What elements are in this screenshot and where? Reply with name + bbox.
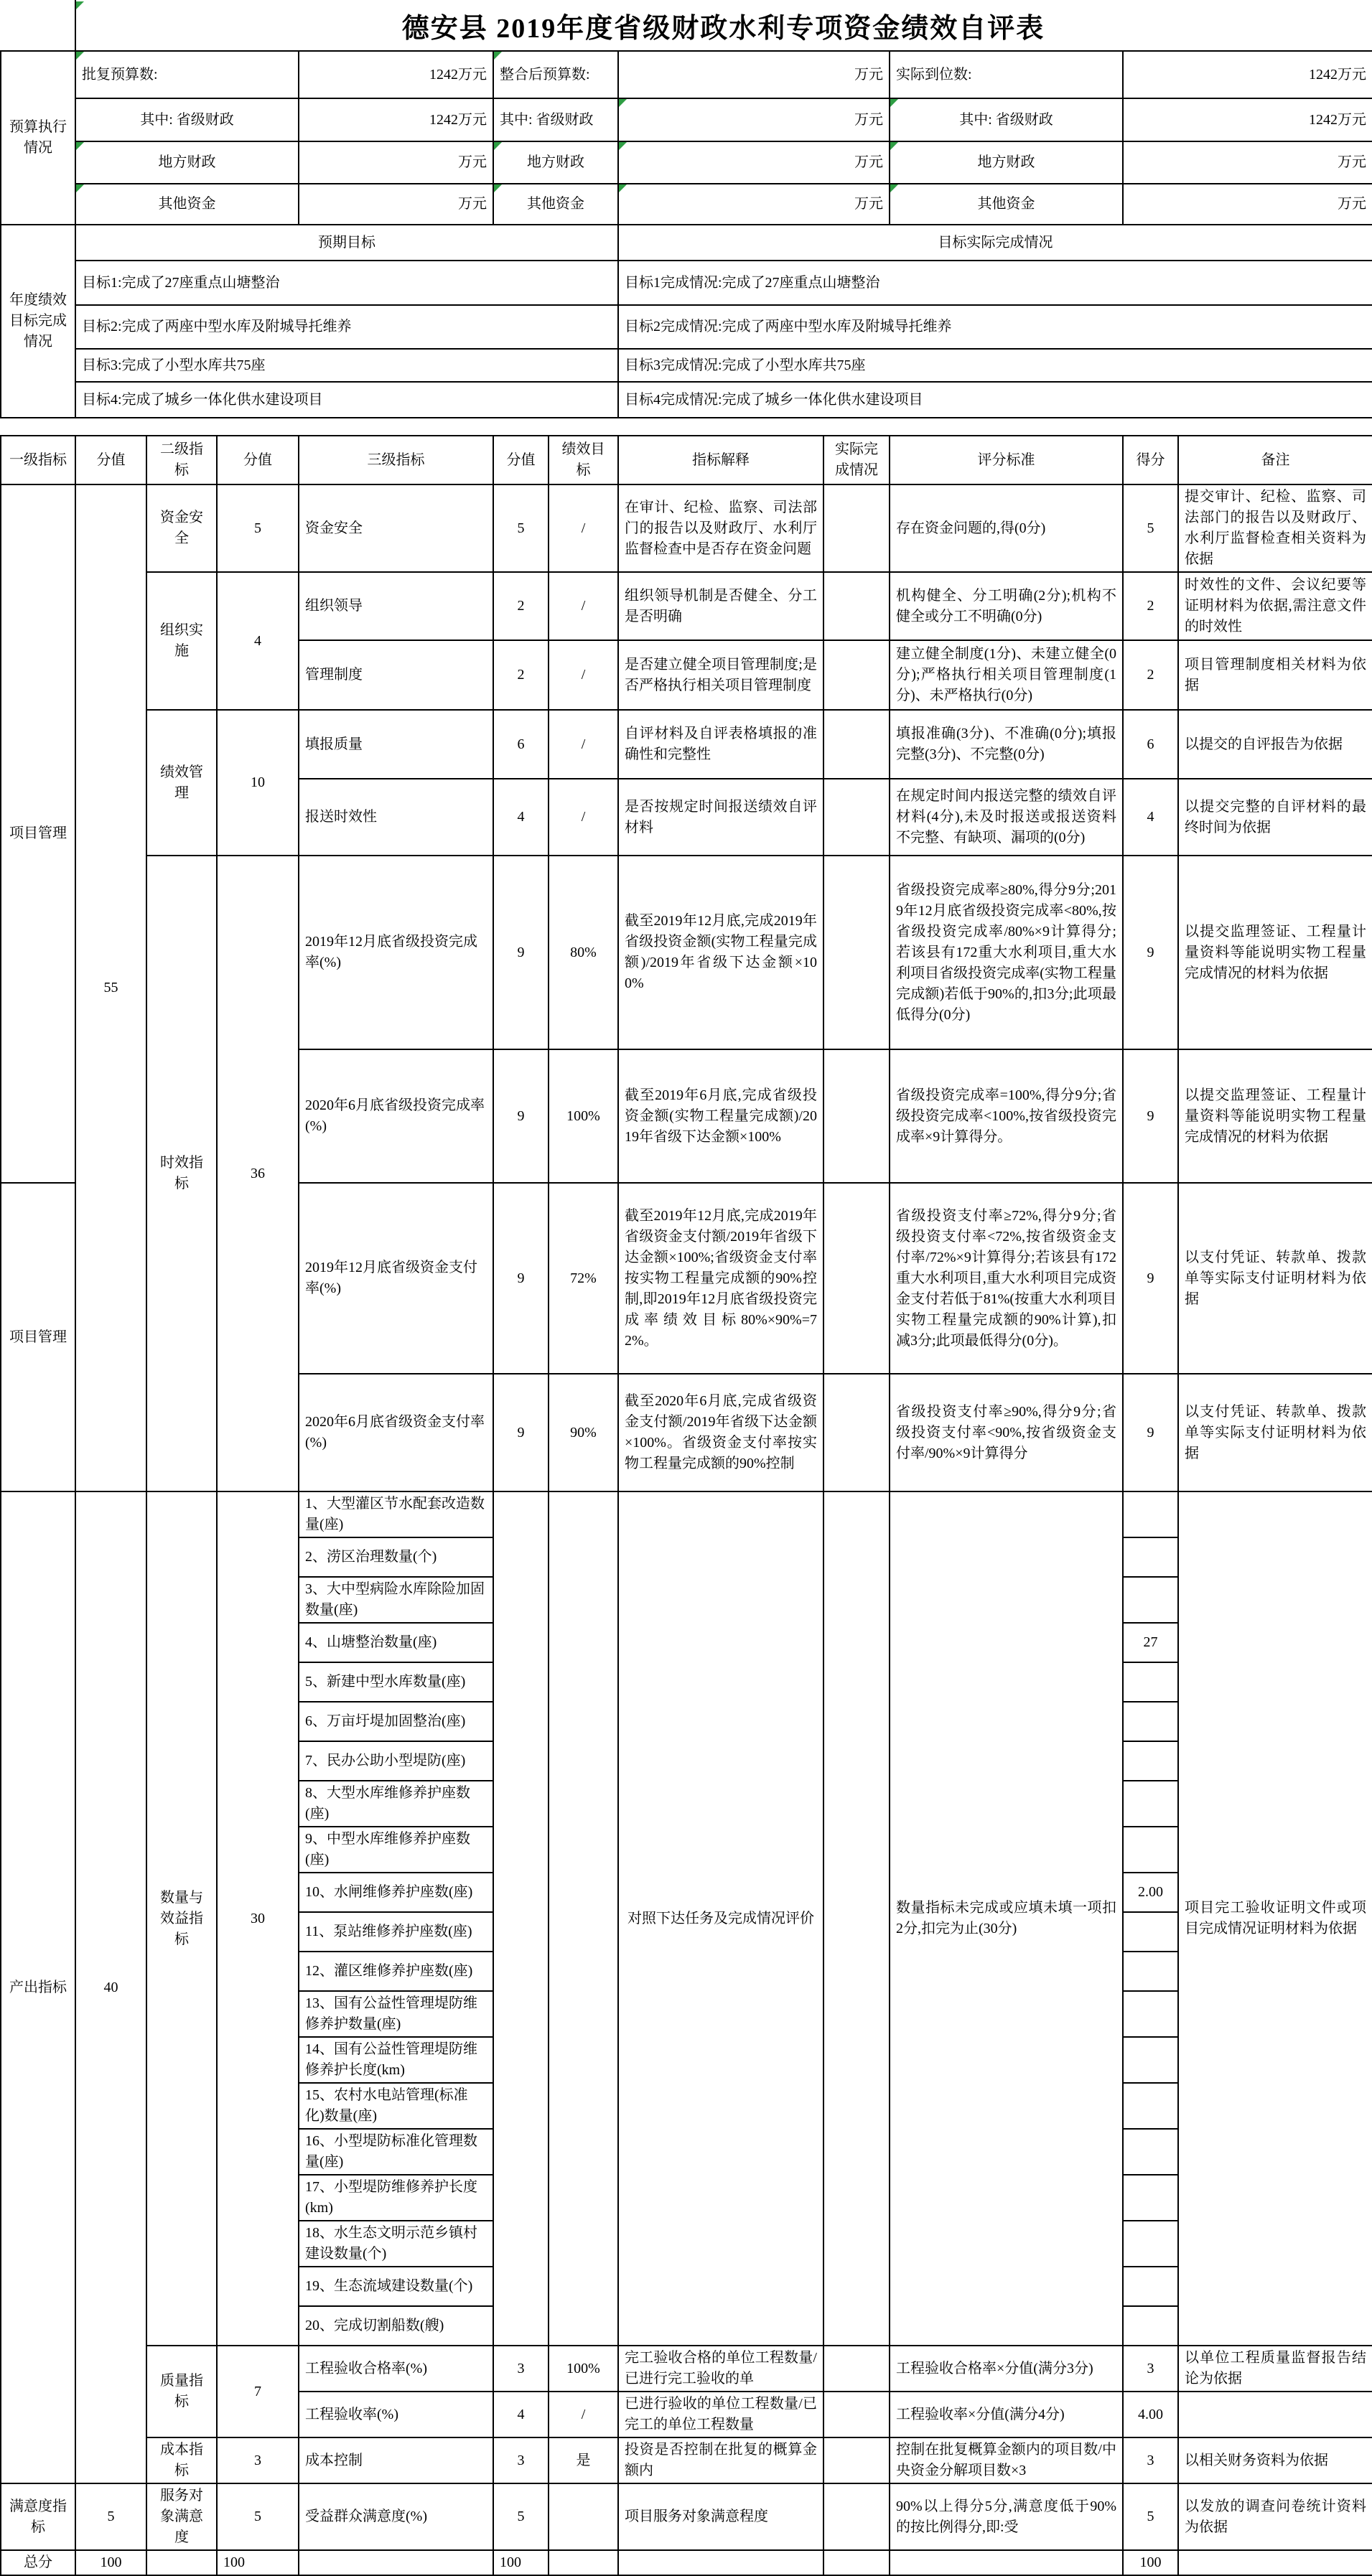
remark-cell: 以提交监理签证、工程量计量资料等能说明实物工程量完成情况的材料为依据 <box>1178 1049 1372 1183</box>
other-funds-value-2: 万元 <box>618 184 890 225</box>
explanation-cell: 项目服务对象满意程度 <box>618 2483 823 2550</box>
explanation-cell: 截至2019年6月底,完成省级投资金额(实物工程量完成额)/2019年省级下达金额×100% <box>618 1049 823 1183</box>
actual-cell <box>823 2437 890 2483</box>
approved-budget-label: 批复预算数: <box>75 51 299 98</box>
standard-cell: 工程验收率×分值(满分4分) <box>890 2392 1123 2437</box>
actual-cell <box>823 1374 890 1491</box>
header-remark: 备注 <box>1178 436 1372 484</box>
l1-project-management-b: 项目管理 <box>1 1183 75 1491</box>
header-target: 绩效目标 <box>549 436 618 484</box>
score-cell: 2 <box>1123 572 1178 640</box>
score-cell <box>1123 2267 1178 2306</box>
output-item-row <box>1 1491 1372 1537</box>
explanation-cell: 是否按规定时间报送绩效自评材料 <box>618 779 823 856</box>
local-finance-label-3: 地方财政 <box>890 141 1123 184</box>
l3-name: 2019年12月底省级投资完成率(%) <box>299 856 493 1049</box>
expected-goals-header: 预期目标 <box>75 225 618 261</box>
actual-cell <box>823 1049 890 1183</box>
target-value: 80% <box>549 856 618 1049</box>
provincial-finance-label: 其中: 省级财政 <box>75 98 299 141</box>
l3-pts: 5 <box>493 2483 549 2550</box>
score-cell: 9 <box>1123 1374 1178 1491</box>
actual-cell <box>823 1183 890 1374</box>
score-cell: 3 <box>1123 2437 1178 2483</box>
score-cell: 4.00 <box>1123 2392 1178 2437</box>
score-cell <box>1123 1537 1178 1577</box>
output-item: 6、万亩圩堤加固整治(座) <box>299 1702 493 1741</box>
explanation-cell: 在审计、纪检、监察、司法部门的报告以及财政厅、水利厅监督检查中是否存在资金问题 <box>618 484 823 572</box>
output-explanation-cell: 对照下达任务及完成情况评价 <box>618 1491 823 2346</box>
actual-goals-header: 目标实际完成情况 <box>618 225 1372 261</box>
l3-pts: 3 <box>493 2346 549 2392</box>
actual-cell <box>823 640 890 710</box>
target-value: / <box>549 779 618 856</box>
explanation-cell: 是否建立健全项目管理制度;是否严格执行相关项目管理制度 <box>618 640 823 710</box>
output-item: 13、国有公益性管理堤防维修养护数量(座) <box>299 1991 493 2037</box>
score-cell <box>1123 1491 1178 1537</box>
actual-cell <box>823 856 890 1049</box>
target-value: / <box>549 572 618 640</box>
output-item: 10、水闸维修养护座数(座) <box>299 1873 493 1912</box>
empty-cell <box>890 2550 1123 2575</box>
l2-organization-pts: 4 <box>217 572 299 710</box>
l2-cost-pts: 3 <box>217 2437 299 2483</box>
l1-satisfaction-score: 5 <box>75 2483 146 2550</box>
indicator-row <box>1 572 1372 640</box>
l1-output: 产出指标 <box>1 1491 75 2483</box>
l3-pts: 9 <box>493 1049 549 1183</box>
l3-pts: 9 <box>493 856 549 1049</box>
remark-cell: 以提交完整的自评材料的最终时间为依据 <box>1178 779 1372 856</box>
score-cell <box>1123 2083 1178 2129</box>
total-l1-value: 100 <box>75 2550 146 2575</box>
local-finance-label: 地方财政 <box>75 141 299 184</box>
indicator-row <box>1 2437 1372 2483</box>
goal-row <box>1 305 1372 349</box>
goal-3-actual: 目标3完成情况:完成了小型水库共75座 <box>618 349 1372 382</box>
other-funds-label-3: 其他资金 <box>890 184 1123 225</box>
remark-cell: 以支付凭证、转款单、拨款单等实际支付证明材料为依据 <box>1178 1374 1372 1491</box>
l3-name: 受益群众满意度(%) <box>299 2483 493 2550</box>
l3-pts: 4 <box>493 2392 549 2437</box>
score-cell: 9 <box>1123 1183 1178 1374</box>
goal-2-actual: 目标2完成情况:完成了两座中型水库及附城导托维养 <box>618 305 1372 349</box>
l3-name: 组织领导 <box>299 572 493 640</box>
actual-cell <box>823 2483 890 2550</box>
score-cell <box>1123 1991 1178 2037</box>
goals-header-row <box>1 225 1372 261</box>
target-value: / <box>549 710 618 779</box>
l2-quality: 质量指标 <box>146 2346 217 2437</box>
remark-cell <box>1178 2392 1372 2437</box>
output-item: 9、中型水库维修养护座数(座) <box>299 1827 493 1873</box>
empty-cell <box>618 2550 823 2575</box>
l2-quantity-benefit-pts: 30 <box>217 1491 299 2346</box>
output-item: 5、新建中型水库数量(座) <box>299 1662 493 1702</box>
l2-organization: 组织实施 <box>146 572 217 710</box>
l3-name: 2020年6月底省级投资完成率(%) <box>299 1049 493 1183</box>
target-value <box>549 2483 618 2550</box>
score-cell <box>1123 1781 1178 1827</box>
target-value: 72% <box>549 1183 618 1374</box>
standard-cell: 控制在批复概算金额内的项目数/中央资金分解项目数×3 <box>890 2437 1123 2483</box>
l3-name: 管理制度 <box>299 640 493 710</box>
output-remark-cell: 项目完工验收证明文件或项目完成情况证明材料为依据 <box>1178 1491 1372 2346</box>
header-score: 得分 <box>1123 436 1178 484</box>
score-cell <box>1123 1912 1178 1952</box>
standard-cell: 填报准确(3分)、不准确(0分);填报完整(3分)、不完整(0分) <box>890 710 1123 779</box>
other-funds-label: 其他资金 <box>75 184 299 225</box>
indicator-row <box>1 2346 1372 2392</box>
target-value: 是 <box>549 2437 618 2483</box>
output-item: 8、大型水库维修养护座数(座) <box>299 1781 493 1827</box>
integrated-budget-label: 整合后预算数: <box>493 51 618 98</box>
score-cell: 2 <box>1123 640 1178 710</box>
indicator-row <box>1 710 1372 779</box>
header-actual: 实际完成情况 <box>823 436 890 484</box>
l3-pts: 2 <box>493 640 549 710</box>
score-cell: 6 <box>1123 710 1178 779</box>
standard-cell: 存在资金问题的,得(0分) <box>890 484 1123 572</box>
header-l3: 三级指标 <box>299 436 493 484</box>
actual-cell <box>823 710 890 779</box>
standard-cell: 建立健全制度(1分)、未建立健全(0分);严格执行相关项目管理制度(1分)、未严格执行(0分) <box>890 640 1123 710</box>
output-item: 3、大中型病险水库除险加固数量(座) <box>299 1577 493 1623</box>
l2-performance-mgmt: 绩效管理 <box>146 710 217 856</box>
header-pts2: 分值 <box>217 436 299 484</box>
standard-cell: 工程验收合格率×分值(满分3分) <box>890 2346 1123 2392</box>
other-funds-value: 万元 <box>299 184 493 225</box>
indicator-row <box>1 856 1372 1049</box>
standard-cell: 机构健全、分工明确(2分);机构不健全或分工不明确(0分) <box>890 572 1123 640</box>
goal-1-expected: 目标1:完成了27座重点山塘整治 <box>75 261 618 305</box>
output-standard-cell: 数量指标未完成或应填未填一项扣2分,扣完为止(30分) <box>890 1491 1123 2346</box>
l1-project-management-a: 项目管理 <box>1 484 75 1183</box>
goal-3-expected: 目标3:完成了小型水库共75座 <box>75 349 618 382</box>
actual-cell <box>823 2392 890 2437</box>
target-value: / <box>549 640 618 710</box>
score-cell <box>1123 1702 1178 1741</box>
l2-service-satisfaction: 服务对象满意度 <box>146 2483 217 2550</box>
standard-cell: 在规定时间内报送完整的绩效自评材料(4分),未及时报送或报送资料不完整、有缺项、漏项的(0分) <box>890 779 1123 856</box>
l2-service-satisfaction-pts: 5 <box>217 2483 299 2550</box>
l1-output-score: 40 <box>75 1491 146 2483</box>
l3-pts: 5 <box>493 484 549 572</box>
remark-cell: 提交审计、纪检、监察、司法部门的报告以及财政厅、水利厅监督检查相关资料为依据 <box>1178 484 1372 572</box>
output-item: 18、水生态文明示范乡镇村建设数量(个) <box>299 2221 493 2267</box>
output-item: 20、完成切割船数(艘) <box>299 2306 493 2346</box>
explanation-cell: 截至2019年12月底,完成2019年省级投资金额(实物工程量完成额)/2019年省级下达金额×100% <box>618 856 823 1049</box>
l3-name: 工程验收合格率(%) <box>299 2346 493 2392</box>
indicator-header-row <box>1 436 1372 484</box>
l2-performance-mgmt-pts: 10 <box>217 710 299 856</box>
provincial-finance-label-2: 其中: 省级财政 <box>493 98 618 141</box>
remark-cell: 以单位工程质量监督报告结论为依据 <box>1178 2346 1372 2392</box>
standard-cell: 省级投资支付率≥90%,得分9分;省级投资支付率<90%,按省级资金支付率/90%×9计算得分 <box>890 1374 1123 1491</box>
provincial-finance-value-3: 1242万元 <box>1123 98 1372 141</box>
output-item: 7、民办公助小型堤防(座) <box>299 1741 493 1781</box>
header-l1: 一级指标 <box>1 436 75 484</box>
score-cell: 5 <box>1123 2483 1178 2550</box>
output-item: 1、大型灌区节水配套改造数量(座) <box>299 1491 493 1537</box>
l1-satisfaction: 满意度指标 <box>1 2483 75 2550</box>
integrated-budget-value: 万元 <box>618 51 890 98</box>
score-cell: 3 <box>1123 2346 1178 2392</box>
provincial-finance-label-3: 其中: 省级财政 <box>890 98 1123 141</box>
score-cell <box>1123 2221 1178 2267</box>
indicator-table <box>0 435 1372 2576</box>
l3-name: 2019年12月底省级资金支付率(%) <box>299 1183 493 1374</box>
budget-goals-table <box>0 50 1372 418</box>
score-cell <box>1123 1952 1178 1991</box>
output-item: 14、国有公益性管理堤防维修养护长度(km) <box>299 2037 493 2083</box>
empty-cell <box>549 2550 618 2575</box>
l1-project-score: 55 <box>75 484 146 1491</box>
score-cell: 9 <box>1123 1049 1178 1183</box>
output-item: 4、山塘整治数量(座) <box>299 1623 493 1662</box>
output-item: 16、小型堤防标准化管理数量(座) <box>299 2129 493 2175</box>
l3-name: 填报质量 <box>299 710 493 779</box>
l3-name: 2020年6月底省级资金支付率(%) <box>299 1374 493 1491</box>
goal-row <box>1 349 1372 382</box>
l2-fund-safety-pts: 5 <box>217 484 299 572</box>
actual-cell <box>823 779 890 856</box>
section-gap <box>0 418 1372 435</box>
score-cell <box>1123 1577 1178 1623</box>
output-item: 11、泵站维修养护座数(座) <box>299 1912 493 1952</box>
other-funds-value-3: 万元 <box>1123 184 1372 225</box>
remark-cell: 项目管理制度相关材料为依据 <box>1178 640 1372 710</box>
explanation-cell: 完工验收合格的单位工程数量/已进行完工验收的单 <box>618 2346 823 2392</box>
goal-row <box>1 382 1372 418</box>
empty-cell <box>299 2550 493 2575</box>
l3-pts: 6 <box>493 710 549 779</box>
total-row <box>1 2550 1372 2575</box>
l2-timeliness: 时效指标 <box>146 856 217 1491</box>
score-cell <box>1123 2175 1178 2221</box>
empty-cell <box>146 2550 217 2575</box>
goal-4-actual: 目标4完成情况:完成了城乡一体化供水建设项目 <box>618 382 1372 418</box>
score-cell <box>1123 2306 1178 2346</box>
l3-pts: 9 <box>493 1374 549 1491</box>
l2-quality-pts: 7 <box>217 2346 299 2437</box>
approved-budget-value: 1242万元 <box>299 51 493 98</box>
explanation-cell: 投资是否控制在批复的概算金额内 <box>618 2437 823 2483</box>
output-target-cell <box>549 1491 618 2346</box>
remark-cell: 以支付凭证、转款单、拨款单等实际支付证明材料为依据 <box>1178 1183 1372 1374</box>
remark-cell: 以发放的调查问卷统计资料为依据 <box>1178 2483 1372 2550</box>
score-cell <box>1123 2129 1178 2175</box>
target-value: / <box>549 2392 618 2437</box>
l3-name: 成本控制 <box>299 2437 493 2483</box>
remark-cell: 以相关财务资料为依据 <box>1178 2437 1372 2483</box>
output-item: 19、生态流域建设数量(个) <box>299 2267 493 2306</box>
output-item: 17、小型堤防维修养护长度(km) <box>299 2175 493 2221</box>
l2-quantity-benefit: 数量与效益指标 <box>146 1491 217 2346</box>
local-finance-label-2: 地方财政 <box>493 141 618 184</box>
score-cell: 5 <box>1123 484 1178 572</box>
l3-pts: 9 <box>493 1183 549 1374</box>
empty-cell <box>1178 2550 1372 2575</box>
output-item: 2、涝区治理数量(个) <box>299 1537 493 1577</box>
goal-row <box>1 261 1372 305</box>
score-cell: 27 <box>1123 1623 1178 1662</box>
target-value: 100% <box>549 2346 618 2392</box>
goal-4-expected: 目标4:完成了城乡一体化供水建设项目 <box>75 382 618 418</box>
l3-pts: 3 <box>493 2437 549 2483</box>
provincial-finance-value-2: 万元 <box>618 98 890 141</box>
goal-2-expected: 目标2:完成了两座中型水库及附城导托维养 <box>75 305 618 349</box>
target-value: / <box>549 484 618 572</box>
header-standard: 评分标准 <box>890 436 1123 484</box>
local-finance-value-2: 万元 <box>618 141 890 184</box>
explanation-cell: 组织领导机制是否健全、分工是否明确 <box>618 572 823 640</box>
l3-pts: 2 <box>493 572 549 640</box>
standard-cell: 省级投资完成率≥80%,得分9分;2019年12月底省级投资完成率<80%,按省级投资完成率/80%×9计算得分;若该县有172重大水利项目,重大水利项目省级投资完成率(实物工程量完成额)若低于90%的,扣3分;此项最低得分(0分) <box>890 856 1123 1049</box>
total-score-value: 100 <box>1123 2550 1178 2575</box>
other-funds-label-2: 其他资金 <box>493 184 618 225</box>
indicator-row <box>1 484 1372 572</box>
output-pts-cell <box>493 1491 549 2346</box>
actual-arrival-label: 实际到位数: <box>890 51 1123 98</box>
budget-row <box>1 51 1372 98</box>
provincial-finance-value: 1242万元 <box>299 98 493 141</box>
score-cell <box>1123 1741 1178 1781</box>
actual-cell <box>823 572 890 640</box>
indicator-row <box>1 2483 1372 2550</box>
budget-row <box>1 184 1372 225</box>
explanation-cell: 截至2019年12月底,完成2019年省级资金支付额/2019年省级下达金额×100%;省级资金支付率按实物工程量完成额的90%控制,即2019年12月底省级投资完成率绩效目标80%×90%=72%。 <box>618 1183 823 1374</box>
target-value: 90% <box>549 1374 618 1491</box>
page-title: 德安县 2019年度省级财政水利专项资金绩效自评表 <box>401 13 1045 44</box>
l2-fund-safety: 资金安全 <box>146 484 217 572</box>
total-l3-value: 100 <box>493 2550 549 2575</box>
budget-row <box>1 98 1372 141</box>
standard-cell: 省级投资完成率=100%,得分9分;省级投资完成率<100%,按省级投资完成率×9计算得分。 <box>890 1049 1123 1183</box>
budget-section-label: 预算执行情况 <box>1 51 75 225</box>
explanation-cell: 已进行验收的单位工程数量/已完工的单位工程数量 <box>618 2392 823 2437</box>
standard-cell: 90%以上得分5分,满意度低于90%的按比例得分,即:受 <box>890 2483 1123 2550</box>
cell-flag-icon <box>76 1 84 9</box>
actual-cell <box>823 484 890 572</box>
total-label: 总分 <box>1 2550 75 2575</box>
remark-cell: 以提交监理签证、工程量计量资料等能说明实物工程量完成情况的材料为依据 <box>1178 856 1372 1049</box>
target-value: 100% <box>549 1049 618 1183</box>
local-finance-value: 万元 <box>299 141 493 184</box>
l3-name: 报送时效性 <box>299 779 493 856</box>
budget-row <box>1 141 1372 184</box>
output-item: 12、灌区维修养护座数(座) <box>299 1952 493 1991</box>
score-cell: 2.00 <box>1123 1873 1178 1912</box>
header-pts3: 分值 <box>493 436 549 484</box>
goals-section-label: 年度绩效目标完成情况 <box>1 225 75 418</box>
l3-pts: 4 <box>493 779 549 856</box>
standard-cell: 省级投资支付率≥72%,得分9分;省级投资支付率<72%,按省级资金支付率/72%×9计算得分;若该县有172重大水利项目,重大水利项目完成资金支付若低于81%(按重大水利项目实物工程量完成额的90%计算),扣减3分;此项最低得分(0分)。 <box>890 1183 1123 1374</box>
remark-cell: 以提交的自评报告为依据 <box>1178 710 1372 779</box>
explanation-cell: 自评材料及自评表格填报的准确性和完整性 <box>618 710 823 779</box>
output-actual-cell <box>823 1491 890 2346</box>
empty-cell <box>823 2550 890 2575</box>
header-l2: 二级指标 <box>146 436 217 484</box>
score-cell <box>1123 2037 1178 2083</box>
score-cell <box>1123 1662 1178 1702</box>
l2-cost: 成本指标 <box>146 2437 217 2483</box>
l3-name: 工程验收率(%) <box>299 2392 493 2437</box>
l2-timeliness-pts: 36 <box>217 856 299 1491</box>
explanation-cell: 截至2020年6月底,完成省级资金支付额/2019年省级下达金额×100%。省级资金支付率按实物工程量完成额的90%控制 <box>618 1374 823 1491</box>
total-l2-value: 100 <box>217 2550 299 2575</box>
local-finance-value-3: 万元 <box>1123 141 1372 184</box>
header-pts1: 分值 <box>75 436 146 484</box>
actual-arrival-value: 1242万元 <box>1123 51 1372 98</box>
output-item: 15、农村水电站管理(标准化)数量(座) <box>299 2083 493 2129</box>
l3-name: 资金安全 <box>299 484 493 572</box>
score-cell <box>1123 1827 1178 1873</box>
remark-cell: 时效性的文件、会议纪要等证明材料为依据,需注意文件的时效性 <box>1178 572 1372 640</box>
actual-cell <box>823 2346 890 2392</box>
goal-1-actual: 目标1完成情况:完成了27座重点山塘整治 <box>618 261 1372 305</box>
score-cell: 4 <box>1123 779 1178 856</box>
score-cell: 9 <box>1123 856 1178 1049</box>
header-explanation: 指标解释 <box>618 436 823 484</box>
